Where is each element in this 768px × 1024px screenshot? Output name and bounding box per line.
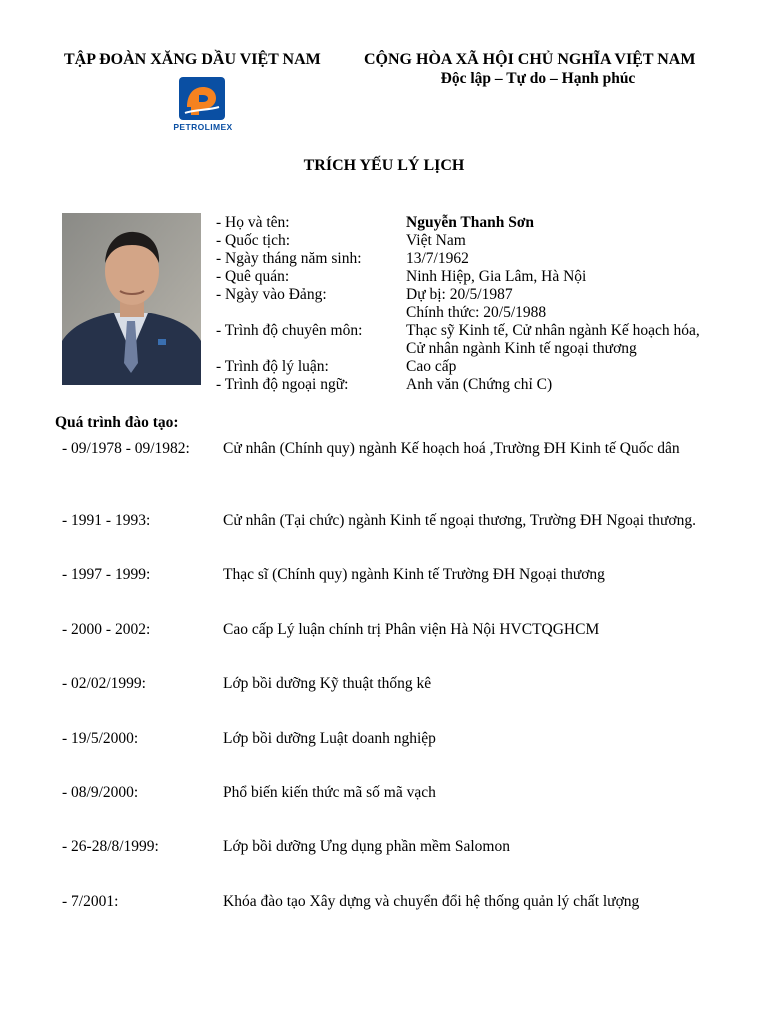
profile-label: - Trình độ lý luận:	[216, 358, 329, 375]
profile-label: - Trình độ ngoại ngữ:	[216, 376, 349, 393]
petrolimex-logo	[166, 74, 240, 140]
profile-label: - Quốc tịch:	[216, 232, 291, 249]
training-date: - 02/02/1999:	[62, 675, 146, 693]
petrolimex-logo-icon	[179, 77, 225, 120]
training-item	[62, 893, 703, 911]
training-description: Lớp bồi dưỡng Ưng dụng phần mềm Salomon	[223, 838, 510, 856]
training-date: - 2000 - 2002:	[62, 620, 151, 638]
training-date: - 08/9/2000:	[62, 784, 139, 801]
training-description: Phổ biến kiến thức mã số mã vạch	[223, 784, 436, 801]
training-item	[62, 512, 703, 530]
training-description: Khóa đào tạo Xây dựng và chuyển đổi hệ thống quản lý chất lượng	[223, 892, 640, 910]
training-item	[62, 730, 703, 748]
profile-row	[216, 232, 706, 250]
profile-value: Cao cấp	[406, 358, 457, 375]
profile-value: 13/7/1962	[406, 250, 469, 267]
profile-row	[216, 358, 706, 376]
training-date: - 7/2001:	[62, 892, 119, 910]
profile-row	[216, 322, 706, 358]
profile-value: Thạc sỹ Kinh tế, Cử nhân ngành Kế hoạch hóa, Cử nhân ngành Kinh tế ngoại thương	[406, 322, 700, 357]
training-description: Cao cấp Lý luận chính trị Phân viện Hà Nội HVCTQGHCM	[223, 620, 600, 638]
training-date: - 09/1978 - 09/1982:	[62, 440, 190, 457]
portrait-photo	[62, 213, 201, 385]
training-date: - 26-28/8/1999:	[62, 838, 159, 856]
profile-value: Việt Nam	[406, 232, 466, 249]
profile-label	[216, 304, 406, 322]
profile-info	[216, 214, 706, 394]
training-date: - 1991 - 1993:	[62, 512, 151, 529]
training-description: Cử nhân (Tại chức) ngành Kinh tế ngoại thương, Trường ĐH Ngoại thương.	[223, 512, 696, 529]
training-item	[62, 838, 703, 856]
training-item	[62, 675, 703, 693]
organization-name: TẬP ĐOÀN XĂNG DẦU VIỆT NAM	[64, 51, 321, 68]
training-description: Thạc sĩ (Chính quy) ngành Kinh tế Trường ĐH Ngoại thương	[223, 566, 605, 584]
country-name: CỘNG HÒA XÃ HỘI CHỦ NGHĨA VIỆT NAM	[364, 51, 696, 68]
profile-value: Ninh Hiệp, Gia Lâm, Hà Nội	[406, 268, 587, 285]
logo-text: PETROLIMEX	[173, 122, 233, 132]
document-title: TRÍCH YẾU LÝ LỊCH	[303, 157, 465, 174]
profile-row	[216, 268, 706, 286]
training-description: Lớp bồi dưỡng Luật doanh nghiệp	[223, 729, 436, 747]
training-item	[62, 784, 703, 802]
training-date: - 1997 - 1999:	[62, 566, 151, 584]
training-item	[62, 621, 703, 639]
profile-value: Chính thức: 20/5/1988	[406, 304, 547, 321]
training-date: - 19/5/2000:	[62, 729, 139, 747]
profile-label: - Trình độ chuyên môn:	[216, 322, 363, 339]
profile-label: - Quê quán:	[216, 268, 290, 285]
profile-label: - Họ và tên:	[216, 214, 290, 231]
training-item	[62, 440, 703, 458]
profile-value: Dự bị: 20/5/1987	[406, 286, 513, 303]
profile-row	[216, 286, 706, 304]
profile-value: Nguyễn Thanh Sơn	[406, 214, 535, 231]
profile-row	[216, 376, 706, 394]
profile-label: - Ngày vào Đảng:	[216, 286, 327, 303]
profile-row	[216, 250, 706, 268]
profile-value: Anh văn (Chứng chỉ C)	[406, 376, 553, 393]
profile-row	[216, 304, 706, 322]
training-description: Lớp bồi dưỡng Kỹ thuật thống kê	[223, 675, 432, 693]
profile-label: - Ngày tháng năm sinh:	[216, 250, 362, 267]
national-motto: Độc lập – Tự do – Hạnh phúc	[440, 70, 636, 87]
profile-row	[216, 214, 706, 232]
training-description: Cử nhân (Chính quy) ngành Kế hoạch hoá ,Trường ĐH Kinh tế Quốc dân	[223, 440, 680, 457]
training-section-title: Quá trình đào tạo:	[55, 414, 179, 431]
training-item	[62, 566, 703, 584]
